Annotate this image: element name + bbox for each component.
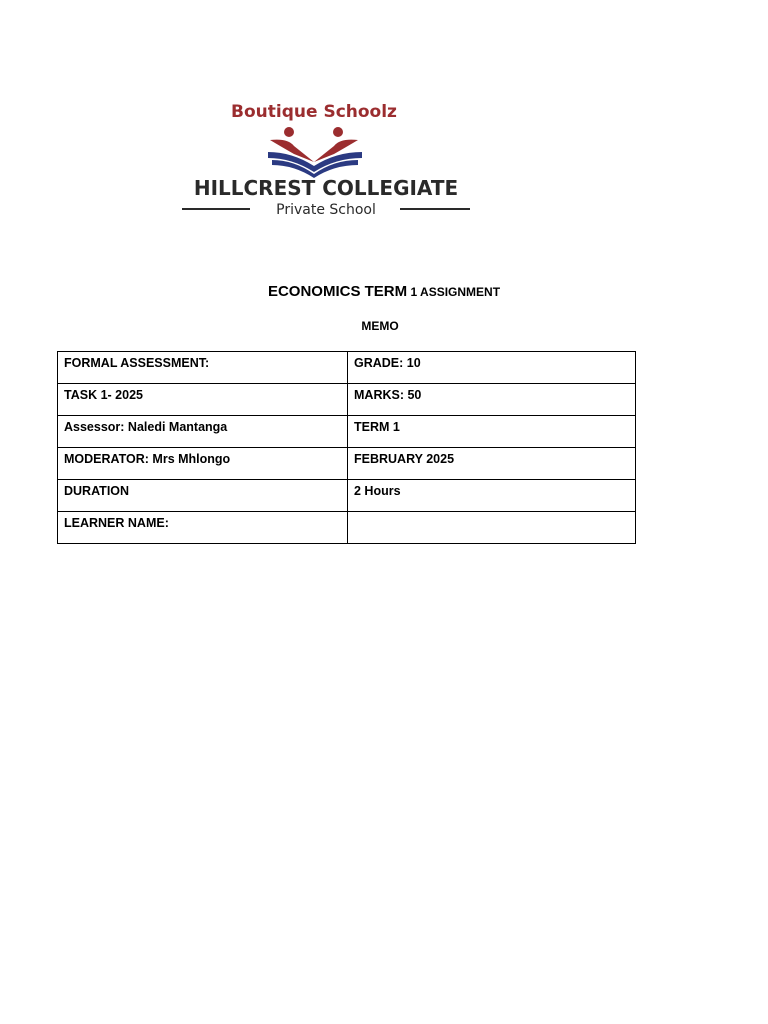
table-row [58, 416, 636, 448]
table-cell: GRADE: 10 [348, 352, 636, 384]
table-cell: FORMAL ASSESSMENT: [58, 352, 348, 384]
document-title [0, 283, 768, 301]
logo-name-text: HILLCREST COLLEGIATE [193, 176, 459, 200]
table-cell: TERM 1 [348, 416, 636, 448]
learner-name-field [348, 512, 636, 544]
school-logo [176, 96, 476, 222]
table-row [58, 448, 636, 480]
table-cell: MODERATOR: Mrs Mhlongo [58, 448, 348, 480]
table-row [58, 480, 636, 512]
table-cell: Assessor: Naledi Mantanga [58, 416, 348, 448]
table-cell: 2 Hours [348, 480, 636, 512]
table-row [58, 352, 636, 384]
assessment-info-table [57, 351, 636, 544]
table-cell: LEARNER NAME: [58, 512, 348, 544]
table-cell: FEBRUARY 2025 [348, 448, 636, 480]
table-cell: TASK 1- 2025 [58, 384, 348, 416]
table-row [58, 512, 636, 544]
book-emblem-icon [268, 127, 362, 178]
table-cell: MARKS: 50 [348, 384, 636, 416]
document-title-rest: 1 ASSIGNMENT [407, 285, 501, 299]
document-subtitle: MEMO [361, 319, 399, 333]
logo-brand-text: Boutique Schoolz [231, 102, 397, 122]
table-cell: DURATION [58, 480, 348, 512]
document-title-main: ECONOMICS TERM [267, 283, 408, 300]
logo-subtitle-text: Private School [276, 202, 376, 218]
table-row [58, 384, 636, 416]
